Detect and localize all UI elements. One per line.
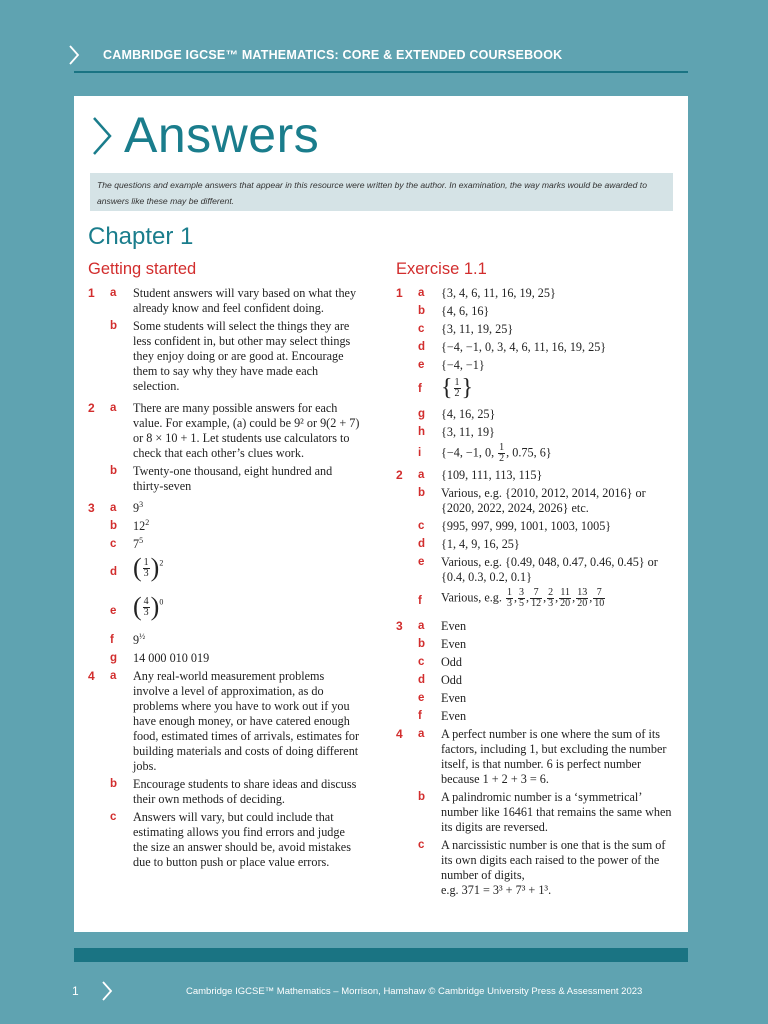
answer-item: [396, 637, 676, 652]
answer-text: {−4, −1, 0, $\frac{1}{2}$ , 0.75, 6}: [441, 442, 552, 464]
answer-text: { $\frac{1}{2}$ }: [441, 375, 474, 401]
part-letter: a: [110, 402, 117, 414]
question-number: 2: [396, 468, 403, 482]
part-letter: e: [110, 605, 117, 617]
part-letter: i: [418, 447, 422, 459]
answer-item: [88, 519, 360, 534]
part-letter: f: [418, 710, 422, 722]
part-letter: e: [418, 692, 425, 704]
answer-text: $9^{\frac{1}{2}}$: [133, 631, 146, 647]
answer-text: 14 000 010 019: [133, 651, 210, 665]
answer-text: {3, 4, 6, 11, 16, 19, 25}: [441, 286, 556, 300]
answer-item: [88, 555, 360, 591]
part-letter: d: [418, 341, 426, 353]
answer-text: {−4, −1, 0, 3, 4, 6, 11, 16, 19, 25}: [441, 340, 607, 354]
answer-equation: e.g. 371 = 3³ + 7³ + 1³.: [441, 883, 552, 897]
part-letter: b: [110, 778, 118, 790]
answer-item: [396, 468, 676, 483]
answer-item: [396, 519, 676, 534]
fraction: $\frac{7}{10}$: [594, 587, 605, 609]
part-letter: b: [418, 487, 426, 499]
answer-item: [396, 340, 676, 355]
part-letter: d: [418, 674, 426, 686]
part-letter: d: [110, 566, 118, 578]
part-letter: a: [418, 728, 425, 740]
answer-item: [396, 376, 676, 404]
part-letter: f: [110, 634, 114, 646]
fraction: $\frac{1}{3}$: [506, 587, 512, 609]
chapter-heading: Chapter 1: [88, 223, 194, 250]
answer-item: [396, 588, 676, 616]
section-heading: Exercise 1.1: [396, 260, 487, 278]
part-letter: c: [110, 538, 117, 550]
answer-text: Various, e.g. $\frac{1}{3}$ , $\frac{3}{5}$ , $\frac{7}{12}$ , $\frac{2}{3}$ , $\frac{11}{20}$ , $\frac{13}{20}$ , $\frac{7}{10}$: [441, 587, 605, 609]
answer-text: {1, 4, 9, 16, 25}: [441, 537, 520, 551]
part-letter: b: [418, 791, 426, 803]
answer-item: [396, 537, 676, 552]
answer-text: {995, 997, 999, 1001, 1003, 1005}: [441, 519, 612, 533]
chevron-right-icon: [90, 114, 114, 163]
answer-item: [88, 464, 360, 494]
answer-text: There are many possible answers for each value. For example, (a) could be 9² or 9(2 + 7) or 8 × 10 + 1. Let students use calculators to check that each other’s clues work.: [133, 401, 360, 460]
answer-item: [88, 401, 360, 461]
answer-text: ( $\frac{1}{3}$ )$^2$: [133, 553, 164, 582]
question-number: 4: [88, 669, 95, 683]
part-letter: a: [418, 469, 425, 481]
answer-text: Student answers will vary based on what they already know and feel confident doing.: [133, 286, 357, 315]
section-heading: Getting started: [88, 260, 197, 278]
part-letter: b: [418, 305, 426, 317]
answer-text: A narcissistic number is one that is the sum of its own digits each raised to the power of the number of digits,: [441, 838, 666, 882]
part-letter: b: [110, 320, 118, 332]
part-letter: c: [418, 323, 425, 335]
answer-item: [396, 691, 676, 706]
answer-text: Even: [441, 619, 467, 633]
answer-text: Odd: [441, 673, 462, 687]
answer-text: Some students will select the things they are less confident in, but other may select things they enjoy doing or are good at. Encourage them to say why they have made each selection.: [133, 319, 351, 393]
answer-text: Odd: [441, 655, 462, 669]
part-letter: b: [110, 520, 118, 532]
part-letter: g: [418, 408, 426, 420]
answer-item: [396, 555, 676, 585]
answer-item: [396, 425, 676, 440]
answer-text: $12^2$: [133, 517, 150, 533]
question-number: 3: [396, 619, 403, 633]
answer-text: Even: [441, 637, 467, 651]
chevron-right-icon: [101, 980, 113, 1007]
part-letter: f: [418, 383, 422, 395]
fraction: $\frac{7}{12}$: [531, 587, 542, 609]
answer-text: Even: [441, 691, 467, 705]
header-divider: [74, 71, 688, 73]
part-letter: d: [418, 538, 426, 550]
answer-item: [396, 443, 676, 465]
fraction: $\frac{13}{20}$: [577, 587, 588, 609]
answer-text: Answers will vary, but could include that estimating allows you find errors and judge the size an answer should be, avoid mistakes due to button push or place value errors.: [133, 810, 351, 869]
answer-text: {3, 11, 19, 25}: [441, 322, 514, 336]
fraction: $\frac{11}{20}$: [560, 587, 571, 609]
part-letter: g: [110, 652, 118, 664]
part-letter: c: [110, 811, 117, 823]
answer-item: [88, 501, 360, 516]
answer-text: ( $\frac{4}{3}$ )$^0$: [133, 592, 164, 621]
answer-item: [396, 322, 676, 337]
book-title: CAMBRIDGE IGCSE™ MATHEMATICS: CORE & EXTENDED COURSEBOOK: [103, 48, 563, 62]
part-letter: h: [418, 426, 426, 438]
part-letter: f: [418, 595, 422, 607]
part-letter: a: [418, 620, 425, 632]
answer-text: $9^3$: [133, 499, 144, 515]
answer-item: [396, 619, 676, 634]
answer-text: {4, 6, 16}: [441, 304, 490, 318]
fraction: $\frac{2}{3}$: [548, 587, 554, 609]
part-letter: a: [418, 287, 425, 299]
part-letter: b: [418, 638, 426, 650]
answer-text: Various, e.g. {0.49, 048, 0.47, 0.46, 0.45} or {0.4, 0.3, 0.2, 0.1}: [441, 555, 658, 584]
answer-text: $7^5$: [133, 535, 144, 551]
answer-item: [396, 304, 676, 319]
answer-item: [396, 673, 676, 688]
answer-text: Various, e.g. {2010, 2012, 2014, 2016} or {2020, 2022, 2024, 2026} etc.: [441, 486, 646, 515]
answer-item: [396, 407, 676, 422]
page-number: 1: [72, 984, 79, 998]
part-letter: c: [418, 656, 425, 668]
answer-item: [396, 838, 676, 898]
answer-text: Twenty-one thousand, eight hundred and thirty-seven: [133, 464, 333, 493]
answer-text: {4, 16, 25}: [441, 407, 496, 421]
copyright-footer: Cambridge IGCSE™ Mathematics – Morrison, Hamshaw © Cambridge University Press & Assessment 2023: [186, 986, 643, 997]
question-number: 3: [88, 501, 95, 515]
answer-item: [396, 486, 676, 516]
answer-item: [88, 594, 360, 630]
part-letter: e: [418, 556, 425, 568]
answer-text: Encourage students to share ideas and discuss their own methods of deciding.: [133, 777, 357, 806]
answer-item: [88, 633, 360, 648]
answer-text: Even: [441, 709, 467, 723]
fraction: $\frac{3}{5}$: [519, 587, 525, 609]
disclaimer-note: The questions and example answers that appear in this resource were written by the author. In examination, the way marks would be awarded to answers like these may be different.: [90, 173, 673, 211]
exercise-column: [396, 260, 676, 901]
answer-text: Any real-world measurement problems involve a level of approximation, as do problems where you have to work out if you have enough money, or have catered enough food, estimated times of arrivals, estimates for building materials and costs of doing different jobs.: [133, 669, 360, 773]
answer-text: {3, 11, 19}: [441, 425, 495, 439]
part-letter: a: [110, 670, 117, 682]
answer-text: A palindromic number is a ‘symmetrical’ number like 16461 that remains the same when its digits are reversed.: [441, 790, 672, 834]
part-letter: c: [418, 839, 425, 851]
answer-item: [396, 358, 676, 373]
part-letter: a: [110, 287, 117, 299]
part-letter: b: [110, 465, 118, 477]
answer-item: [88, 777, 360, 807]
answer-item: [396, 727, 676, 787]
answer-item: [396, 790, 676, 835]
answer-text: {109, 111, 113, 115}: [441, 468, 543, 482]
part-letter: e: [418, 359, 425, 371]
chevron-right-icon: [68, 44, 80, 71]
answer-text: {−4, −1}: [441, 358, 485, 372]
answer-item: [396, 709, 676, 724]
answer-text: A perfect number is one where the sum of its factors, including 1, but excluding the number itself, is that number. 6 is perfect number because 1 + 2 + 3 = 6.: [441, 727, 667, 786]
question-number: 2: [88, 401, 95, 415]
answer-item: [88, 286, 360, 316]
question-number: 1: [88, 286, 95, 300]
question-number: 4: [396, 727, 403, 741]
question-number: 1: [396, 286, 403, 300]
answer-item: [396, 655, 676, 670]
answer-item: [88, 669, 360, 774]
part-letter: a: [110, 502, 117, 514]
page-bottom-bar: [74, 948, 688, 962]
answer-item: [88, 319, 360, 394]
page-title: Answers: [124, 107, 320, 163]
answer-item: [88, 651, 360, 666]
part-letter: c: [418, 520, 425, 532]
answer-item: [88, 810, 360, 870]
answer-item: [396, 286, 676, 301]
answer-item: [88, 537, 360, 552]
answers-page: [74, 96, 688, 932]
getting-started-column: [88, 260, 360, 873]
